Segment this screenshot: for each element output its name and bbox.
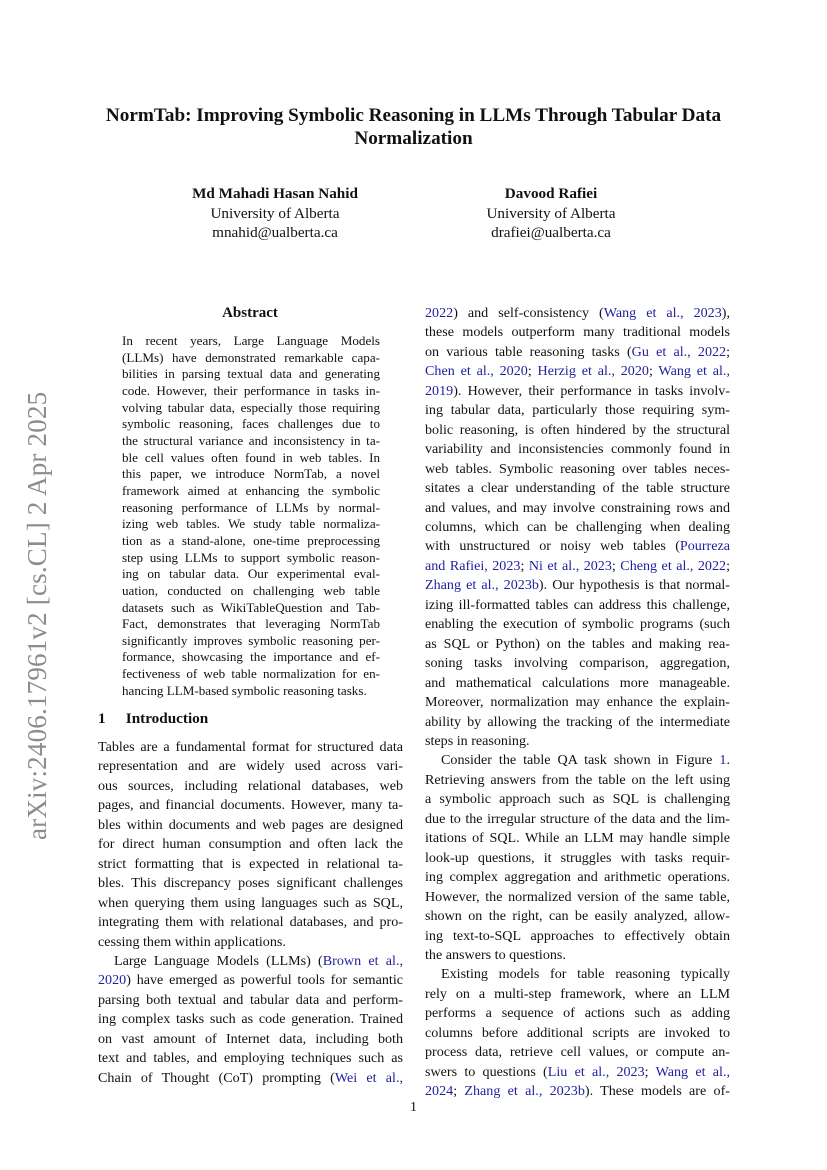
text-line [98,1069,403,1088]
abstract-line: ing on tabular data. Our experimental eval- [122,566,380,582]
text-line [98,1030,403,1049]
text-span: bles within documents and web pages are designed [98,816,403,833]
text-span: shown on the right, can be easily analyzed, allow- [425,908,730,925]
text-line [425,907,730,926]
text-line [425,674,730,693]
citation-link[interactable]: Gu et al., 2022 [631,343,727,360]
citation-link[interactable]: Liu et al., 2023 [547,1063,645,1080]
text-line [98,1049,403,1068]
text-span: However, the normalized version of the same table, [425,888,730,905]
abstract-line: fectiveness of web table normalization for en- [122,666,380,682]
abstract-line: (LLMs) have demonstrated remarkable capa- [122,349,380,365]
text-span: performs a sequence of actions such as adding [425,1005,730,1022]
text-line [98,933,403,952]
abstract-line: the structural variance and inconsistency in ta- [122,432,380,448]
citation-link[interactable]: 2019 [425,382,454,399]
paper-title [80,104,747,150]
text-span: ; [644,1063,656,1080]
text-line [425,460,730,479]
text-span: a symbolic approach such as SQL is challenging [425,791,730,808]
author-name: Md Mahadi Hasan Nahid [192,185,358,202]
text-line [425,382,730,401]
text-span: bolic reasoning, is often hindered by the structural [425,421,730,438]
text-line [425,868,730,887]
author-affiliation: University of Alberta [210,204,340,222]
author-affiliation: University of Alberta [486,204,616,222]
text-line [98,971,403,990]
text-span: on various table reasoning tasks ( [425,343,632,360]
text-line [425,829,730,848]
citation-link[interactable]: 2024 [425,1083,454,1100]
citation-link[interactable]: Ni et al., 2023 [528,557,612,574]
left-column-text [98,738,403,1088]
text-line [425,654,730,673]
text-line [425,401,730,420]
text-line [425,1043,730,1062]
text-span: Chain of Thought (CoT) prompting ( [98,1069,335,1086]
text-span: strict formatting that is expected in relational ta- [98,855,403,872]
text-span: for direct human consumption and often lack the [98,836,403,853]
text-span: parsing both textual and tabular data and perform- [98,991,403,1008]
text-line [98,777,403,796]
section-number: 1 [98,710,106,727]
text-line [425,927,730,946]
text-span: ), [721,305,730,321]
text-span: pages, and financial documents. However, many ta- [98,797,403,814]
abstract-line: volving tabular data, especially those requiring [122,399,380,415]
abstract-line: uation, conducted on challenging web table [122,582,380,598]
abstract-line: In recent years, Large Language Models [122,333,380,348]
text-span: Existing models for table reasoning typically [441,966,730,983]
right-column-text [425,304,730,1102]
section-heading-introduction [98,710,208,728]
text-span: columns, which can be challenging when dealing [425,518,730,535]
citation-link[interactable]: Herzig et al., 2020 [537,363,649,380]
text-span: when querying them using languages such as SQL, [98,894,403,911]
text-span: with unstructured or noisy web tables ( [425,538,680,555]
text-span: process data, retrieve cell values, or compute an- [425,1044,730,1061]
text-line [98,874,403,893]
text-span: ; [726,557,730,574]
text-span: bles. This discrepancy poses significant challenges [98,875,403,892]
text-line [425,479,730,498]
citation-link[interactable]: Pourreza [679,538,730,555]
arxiv-identifier-stamp: arXiv:2406.17961v2 [cs.CL] 2 Apr 2025 [22,391,52,840]
text-line [98,952,403,971]
abstract-heading: Abstract [222,305,278,321]
text-line [425,537,730,556]
text-span: sitates a clear understanding of the table structure [425,480,730,497]
citation-link[interactable]: 2020 [98,972,127,989]
text-span: ). Our hypothesis is that normal- [538,577,730,594]
text-span: steps in reasoning. [425,732,530,749]
text-span: ) have emerged as powerful tools for semantic [126,972,403,989]
text-span: these models outperform many traditional models [425,324,730,341]
citation-link[interactable]: Zhang et al., 2023b [464,1083,585,1100]
text-line [425,1063,730,1082]
text-span: ; [648,363,659,380]
text-span: rely on a multi-step framework, where an LLM [425,985,730,1002]
text-line [425,635,730,654]
text-span: as SQL or Python) on the tables and making rea- [425,635,730,652]
text-span: Tables are a fundamental format for structured data [98,739,403,755]
text-line [425,790,730,809]
text-span: ing complex aggregation and arithmetic operations. [425,869,730,886]
text-line [425,965,730,984]
abstract-body [122,333,380,699]
text-line [98,855,403,874]
text-line [425,713,730,732]
citation-link[interactable]: Brown et al., [322,952,403,969]
text-span: ing text-to-SQL approaches to effectively obtain [425,927,730,944]
author-block [145,184,405,243]
text-span: ; [611,557,621,574]
citation-link[interactable]: 1 [719,752,727,769]
citation-link[interactable]: Wang et al., 2023 [603,305,722,321]
text-span: ; [453,1083,465,1100]
text-line [425,518,730,537]
text-line [425,1082,730,1101]
text-span: swers to questions ( [425,1063,548,1080]
text-line [425,576,730,595]
text-span: representation and are widely used across vari- [98,758,403,775]
text-span: Retrieving answers from the table on the left using [425,771,730,788]
text-line [425,1004,730,1023]
citation-link[interactable]: and Rafiei, 2023 [425,557,521,574]
citation-link[interactable]: Wang et al., [655,1063,730,1080]
text-span: Moreover, normalization may enhance the explain- [425,694,730,711]
section-title: Introduction [125,710,209,727]
abstract-line: framework aimed at enhancing the symbolic [122,482,380,498]
text-span: itations of SQL. While an LLM may handle simple [425,830,730,847]
text-line [98,796,403,815]
text-span: columns before additional scripts are invoked to [425,1024,730,1041]
text-span: Large Language Models (LLMs) ( [114,952,323,969]
citation-link[interactable]: Wei et al., [334,1069,404,1086]
text-span: and mathematical calculations more manageable. [425,674,730,691]
abstract-line: reasoning performance of LLMs by normal- [122,499,380,515]
text-span: integrating them with relational databases, and pro- [98,914,403,931]
citation-link[interactable]: Cheng et al., 2022 [620,557,727,574]
text-line [425,440,730,459]
text-line [98,894,403,913]
text-span: izing ill-formatted tables can address this challenge, [425,596,730,613]
abstract-line: bilities in parsing textual data and generating [122,366,380,382]
text-span: ) and self-consistency ( [453,305,604,321]
abstract-line: hancing LLM-based symbolic reasoning tasks. [122,682,367,698]
text-line [425,557,730,576]
abstract-line: ble cell values often found in web tables. In [122,449,380,465]
author-email[interactable]: drafiei@ualberta.ca [491,224,611,241]
paper-title-line-2: Normalization [354,128,473,149]
abstract-line: code. However, their performance in tasks in- [122,382,380,398]
text-span: on vast amount of Internet data, including both [98,1030,403,1047]
page-number: 1 [410,1100,417,1115]
text-line [98,816,403,835]
text-line [425,615,730,634]
text-line [98,913,403,932]
text-span: enabling the execution of symbolic programs (such [425,616,730,633]
text-line [425,693,730,712]
text-span: ). These models are of- [584,1083,730,1100]
text-line [425,343,730,362]
abstract-line: symbolic reasoning, faces challenges due to [122,416,380,432]
text-line [425,1024,730,1043]
text-span: ; [527,363,538,380]
text-line [425,362,730,381]
author-block [421,184,681,243]
abstract-line: tion as a stand-alone, one-time preprocessing [122,532,380,548]
abstract-line: Fact, demonstrates that leveraging NormTab [122,616,380,632]
text-span: variability and inconsistencies commonly found in [425,441,730,458]
text-span: Consider the table QA task shown in Figure [441,752,720,769]
text-span: ing tabular data, particularly those requiring sym- [425,402,730,419]
text-span: ability by allowing the tracking of the intermediate [425,713,730,730]
abstract-line: step using LLMs to support symbolic reason- [122,549,380,565]
citation-link[interactable]: Chen et al., 2020 [425,363,528,380]
text-span: web tables. Symbolic reasoning over tables neces- [425,460,730,477]
text-span: ; [520,557,529,574]
citation-link[interactable]: Zhang et al., 2023b [425,577,539,594]
text-span: the answers to questions. [425,946,566,963]
text-line [98,835,403,854]
text-span: look-up questions, it struggles with tasks requir- [425,849,730,866]
citation-link[interactable]: 2022 [425,305,454,321]
text-line [425,732,730,751]
text-line [425,985,730,1004]
text-line [98,991,403,1010]
text-span: due to the irregular structure of the data and the lim- [425,810,730,827]
text-line [425,304,730,323]
text-line [425,323,730,342]
text-line [98,757,403,776]
text-span: ous sources, including relational databases, web [98,777,403,794]
citation-link[interactable]: Wang et al., [658,363,730,380]
text-span: ). However, their performance in tasks involv- [453,382,730,399]
abstract-line: formance, showcasing the importance and ef- [122,649,380,665]
abstract-line: significantly improves symbolic reasoning per- [122,632,380,648]
text-line [425,771,730,790]
paper-title-line-1: NormTab: Improving Symbolic Reasoning in LLMs Through Tabular Data [105,105,722,126]
text-line [425,499,730,518]
text-line [425,810,730,829]
text-span: soning tasks involving comparison, aggregation, [425,655,730,672]
text-span: text and tables, and employing techniques such as [98,1050,403,1067]
text-line [425,751,730,770]
text-line [425,888,730,907]
text-span: cessing them within applications. [98,933,286,950]
text-line [98,738,403,757]
text-line [425,596,730,615]
text-span: and values, and may involve constraining rows and [425,499,730,516]
text-line [98,1010,403,1029]
abstract-line: datasets such as WikiTableQuestion and Tab- [122,599,380,615]
abstract-line: izing web tables. We study table normaliza- [122,516,380,532]
abstract-line: this paper, we introduce NormTab, a novel [122,466,380,482]
text-line [425,849,730,868]
author-name: Davood Rafiei [504,185,598,202]
text-span: . [726,752,730,769]
text-span: ; [726,343,731,360]
text-line [425,946,730,965]
text-span: ing complex tasks such as code generation. Trained [98,1011,403,1028]
text-line [425,421,730,440]
author-email[interactable]: mnahid@ualberta.ca [212,224,338,241]
